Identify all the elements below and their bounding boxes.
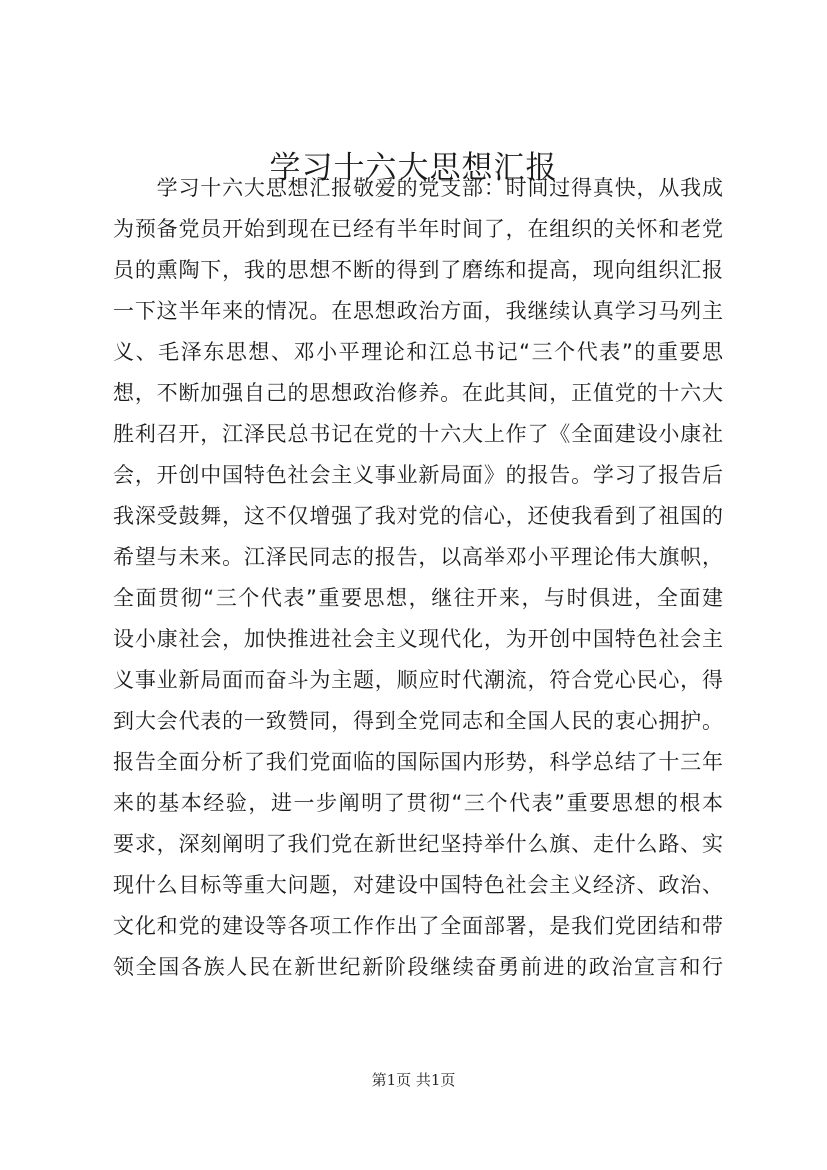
body-line: 希望与未来。江泽民同志的报告，以高举邓小平理论伟大旗帜， [113,545,723,569]
body-line: 为预备党员开始到现在已经有半年时间了，在组织的关怀和老党 [113,217,723,241]
body-line: 报告全面分析了我们党面临的国际国内形势，科学总结了十三年 [113,750,723,774]
body-line: 会，开创中国特色社会主义事业新局面》的报告。学习了报告后 [113,463,723,487]
body-line: 义、毛泽东思想、邓小平理论和江总书记“三个代表”的重要思 [113,340,723,364]
page-footer: 第1页 共1页 [371,1071,456,1089]
body-line: 我深受鼓舞，这不仅增强了我对党的信心，还使我看到了祖国的 [113,504,723,528]
body-line: 胜利召开，江泽民总书记在党的十六大上作了《全面建设小康社 [113,422,723,446]
body-line: 想，不断加强自己的思想政治修养。在此其间，正值党的十六大 [113,381,723,405]
document-title: 学习十六大思想汇报 [269,150,558,186]
body-line: 全面贯彻“三个代表”重要思想，继往开来，与时俱进，全面建 [113,586,723,610]
body-line: 来的基本经验，进一步阐明了贯彻“三个代表”重要思想的根本 [113,791,723,815]
body-line: 学习十六大思想汇报敬爱的党支部：时间过得真快，从我成 [113,176,723,200]
body-line: 设小康社会，加快推进社会主义现代化，为开创中国特色社会主 [113,627,723,651]
body-line: 现什么目标等重大问题，对建设中国特色社会主义经济、政治、 [113,873,723,897]
body-line: 一下这半年来的情况。在思想政治方面，我继续认真学习马列主 [113,299,723,323]
body-line: 义事业新局面而奋斗为主题，顺应时代潮流，符合党心民心，得 [113,668,723,692]
document-body [113,168,723,988]
body-line: 领全国各族人民在新世纪新阶段继续奋勇前进的政治宣言和行 [113,955,723,979]
body-line: 要求，深刻阐明了我们党在新世纪坚持举什么旗、走什么路、实 [113,832,723,856]
body-line: 员的熏陶下，我的思想不断的得到了磨练和提高，现向组织汇报 [113,258,723,282]
body-line: 到大会代表的一致赞同，得到全党同志和全国人民的衷心拥护。 [113,709,723,733]
body-line: 文化和党的建设等各项工作作出了全面部署，是我们党团结和带 [113,914,723,938]
